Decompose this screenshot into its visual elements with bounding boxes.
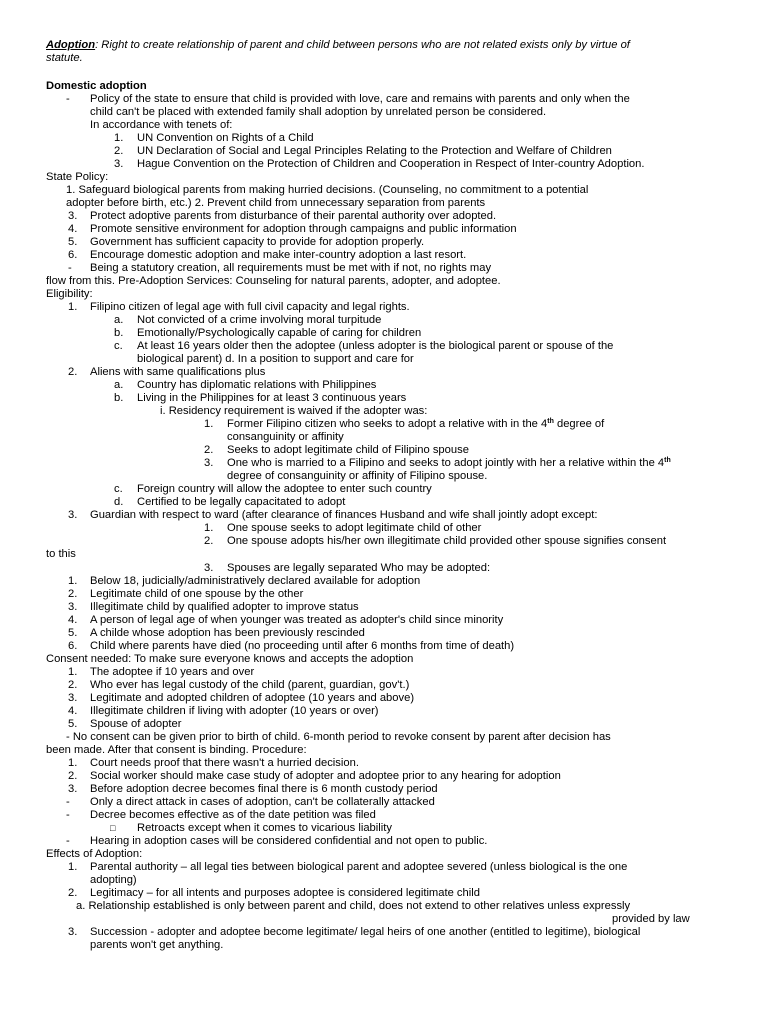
consent-note-cont: been made. After that consent is binding. Procedure: (46, 744, 307, 756)
list-number: 2. (204, 535, 214, 547)
adoptable-item: Below 18, judicially/administratively declared available for adoption (90, 575, 421, 587)
bullet-dash: - (68, 262, 72, 274)
list-number: 2. (68, 588, 78, 600)
bullet-dash: - (66, 796, 70, 808)
list-number: 5. (68, 236, 78, 248)
eligibility-item: Filipino citizen of legal age with full civil capacity and legal rights. (90, 301, 410, 313)
list-number: 2. (114, 145, 124, 157)
effect-subitem: a. Relationship established is only between parent and child, does not extend to other relatives unless expressly (76, 900, 631, 912)
list-number: 2. (68, 887, 78, 899)
policy-item: Encourage domestic adoption and make inter-country adoption a last resort. (90, 249, 467, 261)
list-number: 5. (68, 718, 78, 730)
procedure-subitem: Retroacts except when it comes to vicarious liability (137, 822, 392, 834)
eligibility-subitem: Country has diplomatic relations with Philippines (137, 379, 377, 391)
exception-item: One spouse adopts his/her own illegitimate child provided other spouse signifies consent (227, 535, 667, 547)
eligibility-item: Guardian with respect to ward (after clearance of finances Husband and wife shall jointly adopt except: (90, 509, 598, 521)
waiver-item-cont: degree of consanguinity or affinity of Filipino spouse. (227, 470, 488, 482)
title-definition-cont: statute. (46, 52, 83, 64)
adoptable-item: Illegitimate child by qualified adopter to improve status (90, 601, 359, 613)
list-letter: d. (114, 496, 124, 508)
bullet-dash: - (66, 835, 70, 847)
policy-item: Protect adoptive parents from disturbance of their parental authority over adopted. (90, 210, 497, 222)
procedure-item: Court needs proof that there wasn't a hurried decision. (90, 757, 359, 769)
consent-note: - No consent can be given prior to birth of child. 6-month period to revoke consent by parent after decision has (66, 731, 611, 743)
exception-item: One spouse seeks to adopt legitimate child of other (227, 522, 482, 534)
consent-item: Spouse of adopter (90, 718, 182, 730)
list-number: 3. (68, 210, 78, 222)
effects-heading: Effects of Adoption: (46, 848, 143, 860)
procedure-item: Before adoption decree becomes final there is 6 month custody period (90, 783, 438, 795)
adoptable-item: A childe whose adoption has been previously rescinded (90, 627, 365, 639)
consent-item: Legitimate and adopted children of adoptee (10 years and above) (90, 692, 415, 704)
exception-item-cont: to this (46, 548, 76, 560)
tenets-intro: In accordance with tenets of: (90, 119, 233, 131)
section-heading-domestic: Domestic adoption (46, 80, 147, 92)
list-letter: b. (114, 327, 124, 339)
policy-item: Promote sensitive environment for adoption through campaigns and public information (90, 223, 517, 235)
effect-subitem-cont: provided by law (612, 913, 690, 925)
list-number: 6. (68, 249, 78, 261)
eligibility-subitem: Living in the Philippines for at least 3 continuous years (137, 392, 407, 404)
list-number: 3. (68, 926, 78, 938)
list-letter: a. (114, 314, 124, 326)
adoptable-item: Child where parents have died (no proceeding until after 6 months from time of death) (90, 640, 515, 652)
list-number: 1. (204, 522, 214, 534)
consent-item: The adoptee if 10 years and over (90, 666, 255, 678)
effect-item: Legitimacy – for all intents and purposes adoptee is considered legitimate child (90, 887, 480, 899)
list-number: 3. (68, 601, 78, 613)
eligibility-subitem: Emotionally/Psychologically capable of caring for children (137, 327, 422, 339)
exception-item: Spouses are legally separated Who may be adopted: (227, 562, 491, 574)
tenet-item: Hague Convention on the Protection of Children and Cooperation in Respect of Inter-country Adoption. (137, 158, 645, 170)
list-number: 5. (68, 627, 78, 639)
bullet-dash: - (66, 809, 70, 821)
list-number: 3. (68, 783, 78, 795)
eligibility-subitem: Foreign country will allow the adoptee to enter such country (137, 483, 432, 495)
list-number: 2. (68, 366, 78, 378)
effect-item-cont: adopting) (90, 874, 137, 886)
list-number: 3. (204, 562, 214, 574)
list-letter: c. (114, 483, 123, 495)
eligibility-subitem: Not convicted of a crime involving moral turpitude (137, 314, 382, 326)
list-number: 6. (68, 640, 78, 652)
tenet-item: UN Declaration of Social and Legal Principles Relating to the Protection and Welfare of Children (137, 145, 612, 157)
list-number: 1. (68, 301, 78, 313)
policy-item: Government has sufficient capacity to provide for adoption properly. (90, 236, 425, 248)
policy-item-cont: adopter before birth, etc.) 2. Prevent child from unnecessary separation from parents (66, 197, 486, 209)
policy-text-cont: child can't be placed with extended family shall adoption by unrelated person be considered. (90, 106, 547, 118)
waiver-item: Seeks to adopt legitimate child of Filipino spouse (227, 444, 469, 456)
eligibility-subitem: At least 16 years older then the adoptee (unless adopter is the biological parent or spouse of the (137, 340, 614, 352)
consent-item: Who ever has legal custody of the child (parent, guardian, gov't.) (90, 679, 410, 691)
list-number: 1. (68, 575, 78, 587)
list-number: 3. (68, 509, 78, 521)
title-definition: : Right to create relationship of parent and child between persons who are not related exists only by virtue of (95, 39, 630, 51)
bullet-dash: - (66, 93, 70, 105)
statutory-text: Being a statutory creation, all requirements must be met with if not, no rights may (90, 262, 492, 274)
consent-heading: Consent needed: To make sure everyone knows and accepts the adoption (46, 653, 414, 665)
list-number: 1. (204, 418, 214, 430)
list-letter: a. (114, 379, 124, 391)
procedure-item: Decree becomes effective as of the date petition was filed (90, 809, 376, 821)
list-number: 1. (68, 666, 78, 678)
consent-item: Illegitimate children if living with adopter (10 years or over) (90, 705, 379, 717)
eligibility-item: Aliens with same qualifications plus (90, 366, 266, 378)
checkbox-bullet-icon: □ (110, 823, 116, 833)
eligibility-subitem: Certified to be legally capacitated to adopt (137, 496, 346, 508)
eligibility-subitem-cont: biological parent) d. In a position to support and care for (137, 353, 414, 365)
procedure-item: Only a direct attack in cases of adoption, can't be collaterally attacked (90, 796, 435, 808)
waiver-item-cont: consanguinity or affinity (227, 431, 344, 443)
list-number: 1. (68, 757, 78, 769)
effect-item: Succession - adopter and adoptee become legitimate/ legal heirs of one another (entitled to legitime), biological (90, 926, 641, 938)
list-number: 2. (68, 770, 78, 782)
statutory-text-cont: flow from this. Pre-Adoption Services: Counseling for natural parents, adopter, and adoptee. (46, 275, 501, 287)
effect-item-cont: parents won't get anything. (90, 939, 224, 951)
title-term: Adoption (46, 39, 96, 51)
effect-item: Parental authority – all legal ties between biological parent and adoptee severed (unless biological is the one (90, 861, 628, 873)
list-number: 3. (114, 158, 124, 170)
adoptable-item: A person of legal age of when younger was treated as adopter's child since minority (90, 614, 504, 626)
list-letter: b. (114, 392, 124, 404)
list-number: 2. (68, 679, 78, 691)
adoptable-item: Legitimate child of one spouse by the other (90, 588, 304, 600)
list-number: 1. (68, 861, 78, 873)
tenet-item: UN Convention on Rights of a Child (137, 132, 314, 144)
waiver-item: One who is married to a Filipino and seeks to adopt jointly with her a relative within the 4th (227, 457, 671, 469)
list-number: 4. (68, 705, 78, 717)
policy-text: Policy of the state to ensure that child is provided with love, care and remains with parents and only when the (90, 93, 630, 105)
state-policy-heading: State Policy: (46, 171, 109, 183)
list-number: 2. (204, 444, 214, 456)
eligibility-heading: Eligibility: (46, 288, 93, 300)
list-number: 4. (68, 223, 78, 235)
policy-item: 1. Safeguard biological parents from making hurried decisions. (Counseling, no commitment to a potential (66, 184, 589, 196)
waiver-item: Former Filipino citizen who seeks to adopt a relative with in the 4th degree of (227, 418, 605, 430)
residency-waiver: i. Residency requirement is waived if the adopter was: (160, 405, 428, 417)
list-letter: c. (114, 340, 123, 352)
list-number: 3. (68, 692, 78, 704)
list-number: 3. (204, 457, 214, 469)
procedure-item: Hearing in adoption cases will be considered confidential and not open to public. (90, 835, 488, 847)
definition-line (46, 39, 630, 52)
list-number: 4. (68, 614, 78, 626)
procedure-item: Social worker should make case study of adopter and adoptee prior to any hearing for adoption (90, 770, 561, 782)
list-number: 1. (114, 132, 124, 144)
